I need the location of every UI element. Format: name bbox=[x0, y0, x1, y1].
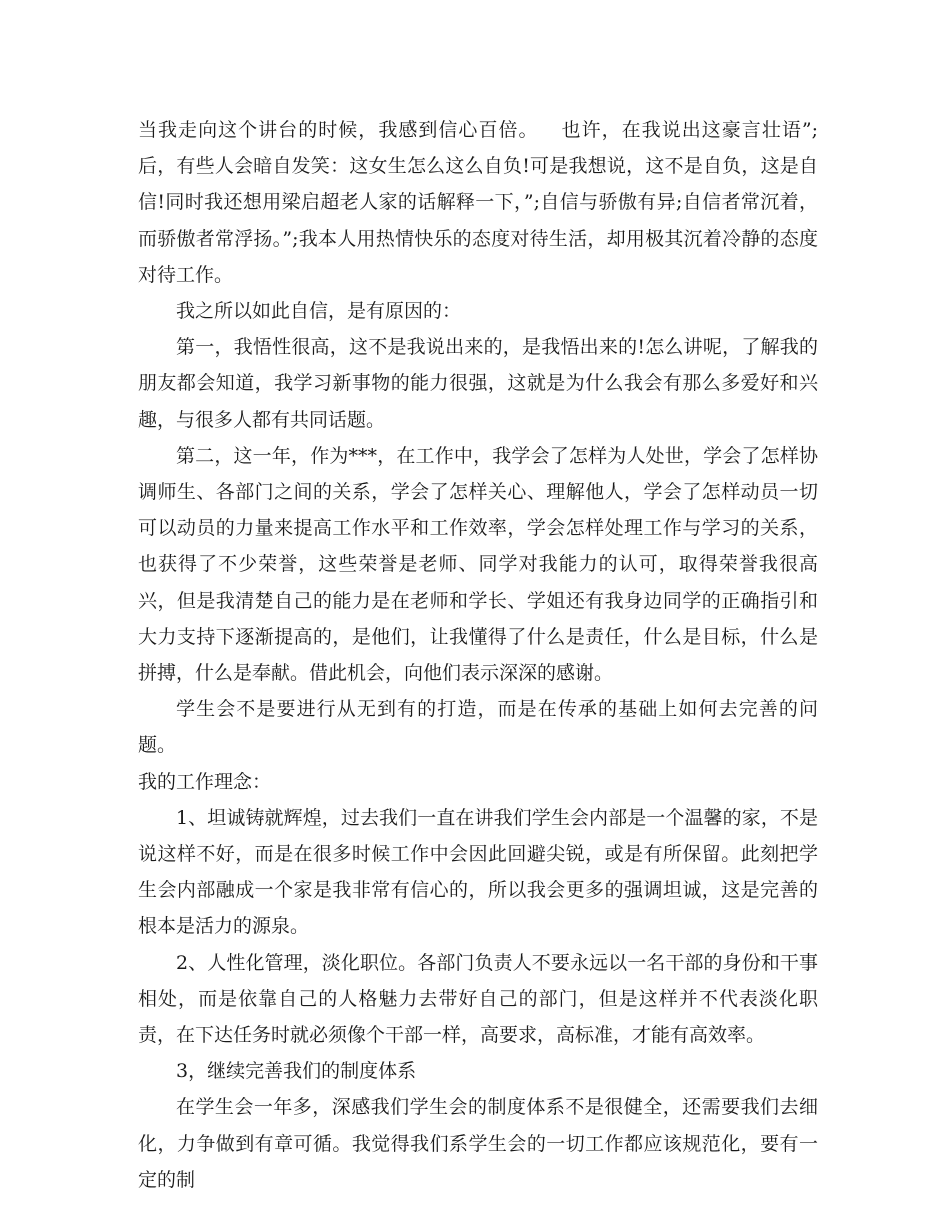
paragraph-9: 3，继续完善我们的制度体系 bbox=[176, 1060, 417, 1083]
paragraph-5: 学生会不是要进行从无到有的打造，而是在传承的基础上如何去完善的问题。 bbox=[138, 698, 818, 757]
paragraph-1-part-b: 也许，在我说出这豪言壮语”;后，有些人会暗自发笑：这女生怎么这么自负!可是我想说，这不是自负，这是自信!同时我还想用梁启超老人家的话解释一下，”;自信与骄傲有异;自信者常沉着，而骄傲者常浮扬。”;我本人用热情快乐的态度对待生活，却用极其沉着冷静的态度对待工作。 bbox=[138, 119, 818, 286]
paragraph-8: 2、人性化管理，淡化职位。各部门负责人不要永远以一名干部的身份和干事相处，而是依靠自己的人格魅力去带好自己的部门，但是这样并不代表淡化职责，在下达任务时就必须像个干部一样，高要求，高标准，才能有高效率。 bbox=[138, 951, 818, 1047]
paragraph-2: 我之所以如此自信，是有原因的： bbox=[176, 300, 462, 323]
paragraph-10: 在学生会一年多，深感我们学生会的制度体系不是很健全，还需要我们去细化，力争做到有章可循。我觉得我们系学生会的一切工作都应该规范化，要有一定的制 bbox=[138, 1096, 818, 1191]
paragraph-7: 1、坦诚铸就辉煌，过去我们一直在讲我们学生会内部是一个温馨的家，不是说这样不好，而是在很多时候工作中会因此回避尖锐，或是有所保留。此刻把学生会内部融成一个家是我非常有信心的，所以我会更多的强调坦诚，这是完善的根本是活力的源泉。 bbox=[138, 806, 818, 938]
paragraph-6: 我的工作理念： bbox=[138, 770, 272, 793]
paragraph-1 bbox=[138, 112, 818, 293]
document-body bbox=[138, 112, 818, 1198]
paragraph-3: 第一，我悟性很高，这不是我说出来的，是我悟出来的!怎么讲呢，了解我的朋友都会知道，我学习新事物的能力很强，这就是为什么我会有那么多爱好和兴趣，与很多人都有共同话题。 bbox=[138, 336, 818, 431]
paragraph-4: 第二，这一年，作为***，在工作中，我学会了怎样为人处世，学会了怎样协调师生、各部门之间的关系，学会了怎样关心、理解他人，学会了怎样动员一切可以动员的力量来提高工作水平和工作效率，学会怎样处理工作与学习的关系，也获得了不少荣誉，这些荣誉是老师、同学对我能力的认可，取得荣誉我很高兴，但是我清楚自己的能力是在老师和学长、学姐还有我身边同学的正确指引和大力支持下逐渐提高的，是他们，让我懂得了什么是责任，什么是目标，什么是拼搏，什么是奉献。借此机会，向他们表示深深的感谢。 bbox=[138, 444, 818, 685]
paragraph-1-part-a: 当我走向这个讲台的时候，我感到信心百倍。 bbox=[138, 119, 539, 141]
